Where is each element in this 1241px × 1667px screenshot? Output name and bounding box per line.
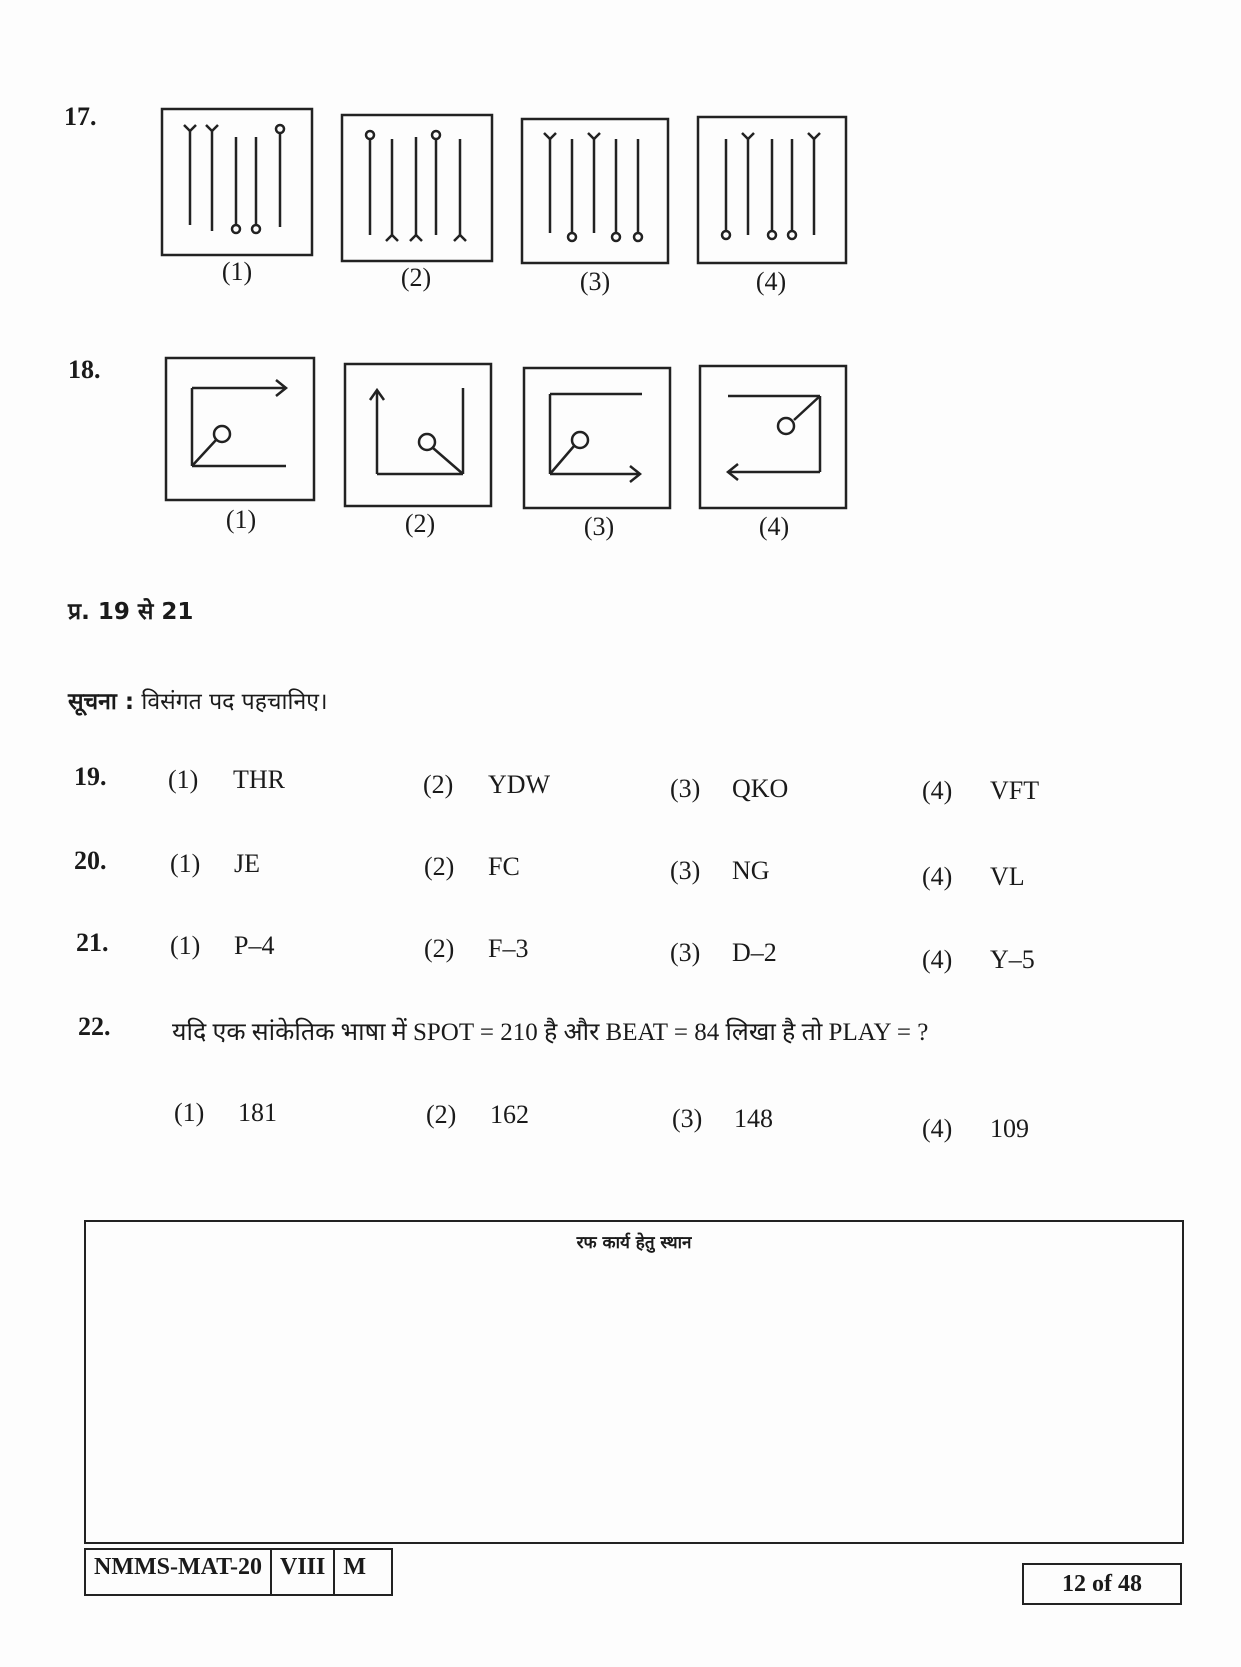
q20-option-4-number: (4) (922, 862, 953, 891)
question-18-number: 18. (68, 355, 101, 384)
instruction-text: विसंगत पद पहचानिए। (141, 689, 328, 715)
q19-option-1-value[interactable]: THR (233, 765, 285, 794)
page-number: 12 of 48 (1022, 1563, 1182, 1605)
section-range: प्र. 19 से 21 (68, 599, 194, 625)
q18-label-4: (4) (758, 512, 790, 541)
q21-option-1-number: (1) (170, 931, 201, 960)
question-17-number: 17. (64, 102, 97, 131)
footer-code-box (84, 1548, 393, 1596)
footer-code: NMMS-MAT-20 (86, 1550, 272, 1594)
q17-figure-2 (340, 113, 494, 263)
rough-work-title: रफ कार्य हेतु स्थान (576, 1233, 692, 1253)
footer-class: VIII (272, 1550, 335, 1594)
q19-option-2-number: (2) (423, 770, 454, 799)
q22-option-2-value[interactable]: 162 (490, 1100, 529, 1129)
q21-option-3-number: (3) (670, 938, 701, 967)
q22-option-4-number: (4) (922, 1114, 953, 1143)
q21-option-2-number: (2) (424, 934, 455, 963)
q20-option-3-number: (3) (670, 856, 701, 885)
q21-option-2-value[interactable]: F–3 (488, 934, 529, 963)
section-instruction (68, 684, 328, 716)
footer-medium: M (343, 1554, 366, 1580)
q20-option-2-number: (2) (424, 852, 455, 881)
q20-option-4-value[interactable]: VL (990, 862, 1025, 891)
q18-label-2: (2) (404, 509, 436, 538)
q18-figure-2 (343, 362, 493, 508)
q19-option-3-value[interactable]: QKO (732, 774, 789, 803)
q21-option-3-value[interactable]: D–2 (732, 938, 777, 967)
q19-option-3-number: (3) (670, 774, 701, 803)
question-20-number: 20. (74, 846, 107, 875)
question-22-number: 22. (78, 1012, 111, 1041)
q17-label-1: (1) (221, 257, 253, 286)
q18-label-3: (3) (583, 512, 615, 541)
q21-option-4-number: (4) (922, 945, 953, 974)
q20-option-1-value[interactable]: JE (234, 849, 260, 878)
q17-figure-3 (520, 117, 670, 265)
q19-option-4-value[interactable]: VFT (990, 776, 1040, 805)
q18-figure-4 (698, 364, 848, 510)
q18-figure-3 (522, 366, 672, 510)
q17-label-3: (3) (579, 267, 611, 296)
question-22-text: यदि एक सांकेतिक भाषा में SPOT = 210 है और BEAT = 84 लिखा है तो PLAY = ? (172, 1019, 929, 1046)
q18-figure-1 (164, 356, 316, 502)
q22-option-4-value[interactable]: 109 (990, 1114, 1029, 1143)
q20-option-3-value[interactable]: NG (732, 856, 770, 885)
q19-option-2-value[interactable]: YDW (488, 770, 551, 799)
q17-figure-4 (696, 115, 848, 265)
q20-option-2-value[interactable]: FC (488, 852, 520, 881)
q22-option-1-number: (1) (174, 1098, 205, 1127)
q20-option-1-number: (1) (170, 849, 201, 878)
question-19-number: 19. (74, 762, 107, 791)
rough-work-box[interactable] (84, 1220, 1184, 1544)
question-21-number: 21. (76, 928, 109, 957)
q19-option-4-number: (4) (922, 776, 953, 805)
q22-option-2-number: (2) (426, 1100, 457, 1129)
q22-option-3-value[interactable]: 148 (734, 1104, 773, 1133)
q21-option-1-value[interactable]: P–4 (234, 931, 275, 960)
q17-figure-1 (160, 107, 314, 257)
q17-label-4: (4) (755, 267, 787, 296)
q21-option-4-value[interactable]: Y–5 (990, 945, 1035, 974)
instruction-label: सूचना : (68, 689, 135, 715)
q22-option-1-value[interactable]: 181 (238, 1098, 277, 1127)
q17-label-2: (2) (400, 263, 432, 292)
q22-option-3-number: (3) (672, 1104, 703, 1133)
q19-option-1-number: (1) (168, 765, 199, 794)
q18-label-1: (1) (225, 505, 257, 534)
